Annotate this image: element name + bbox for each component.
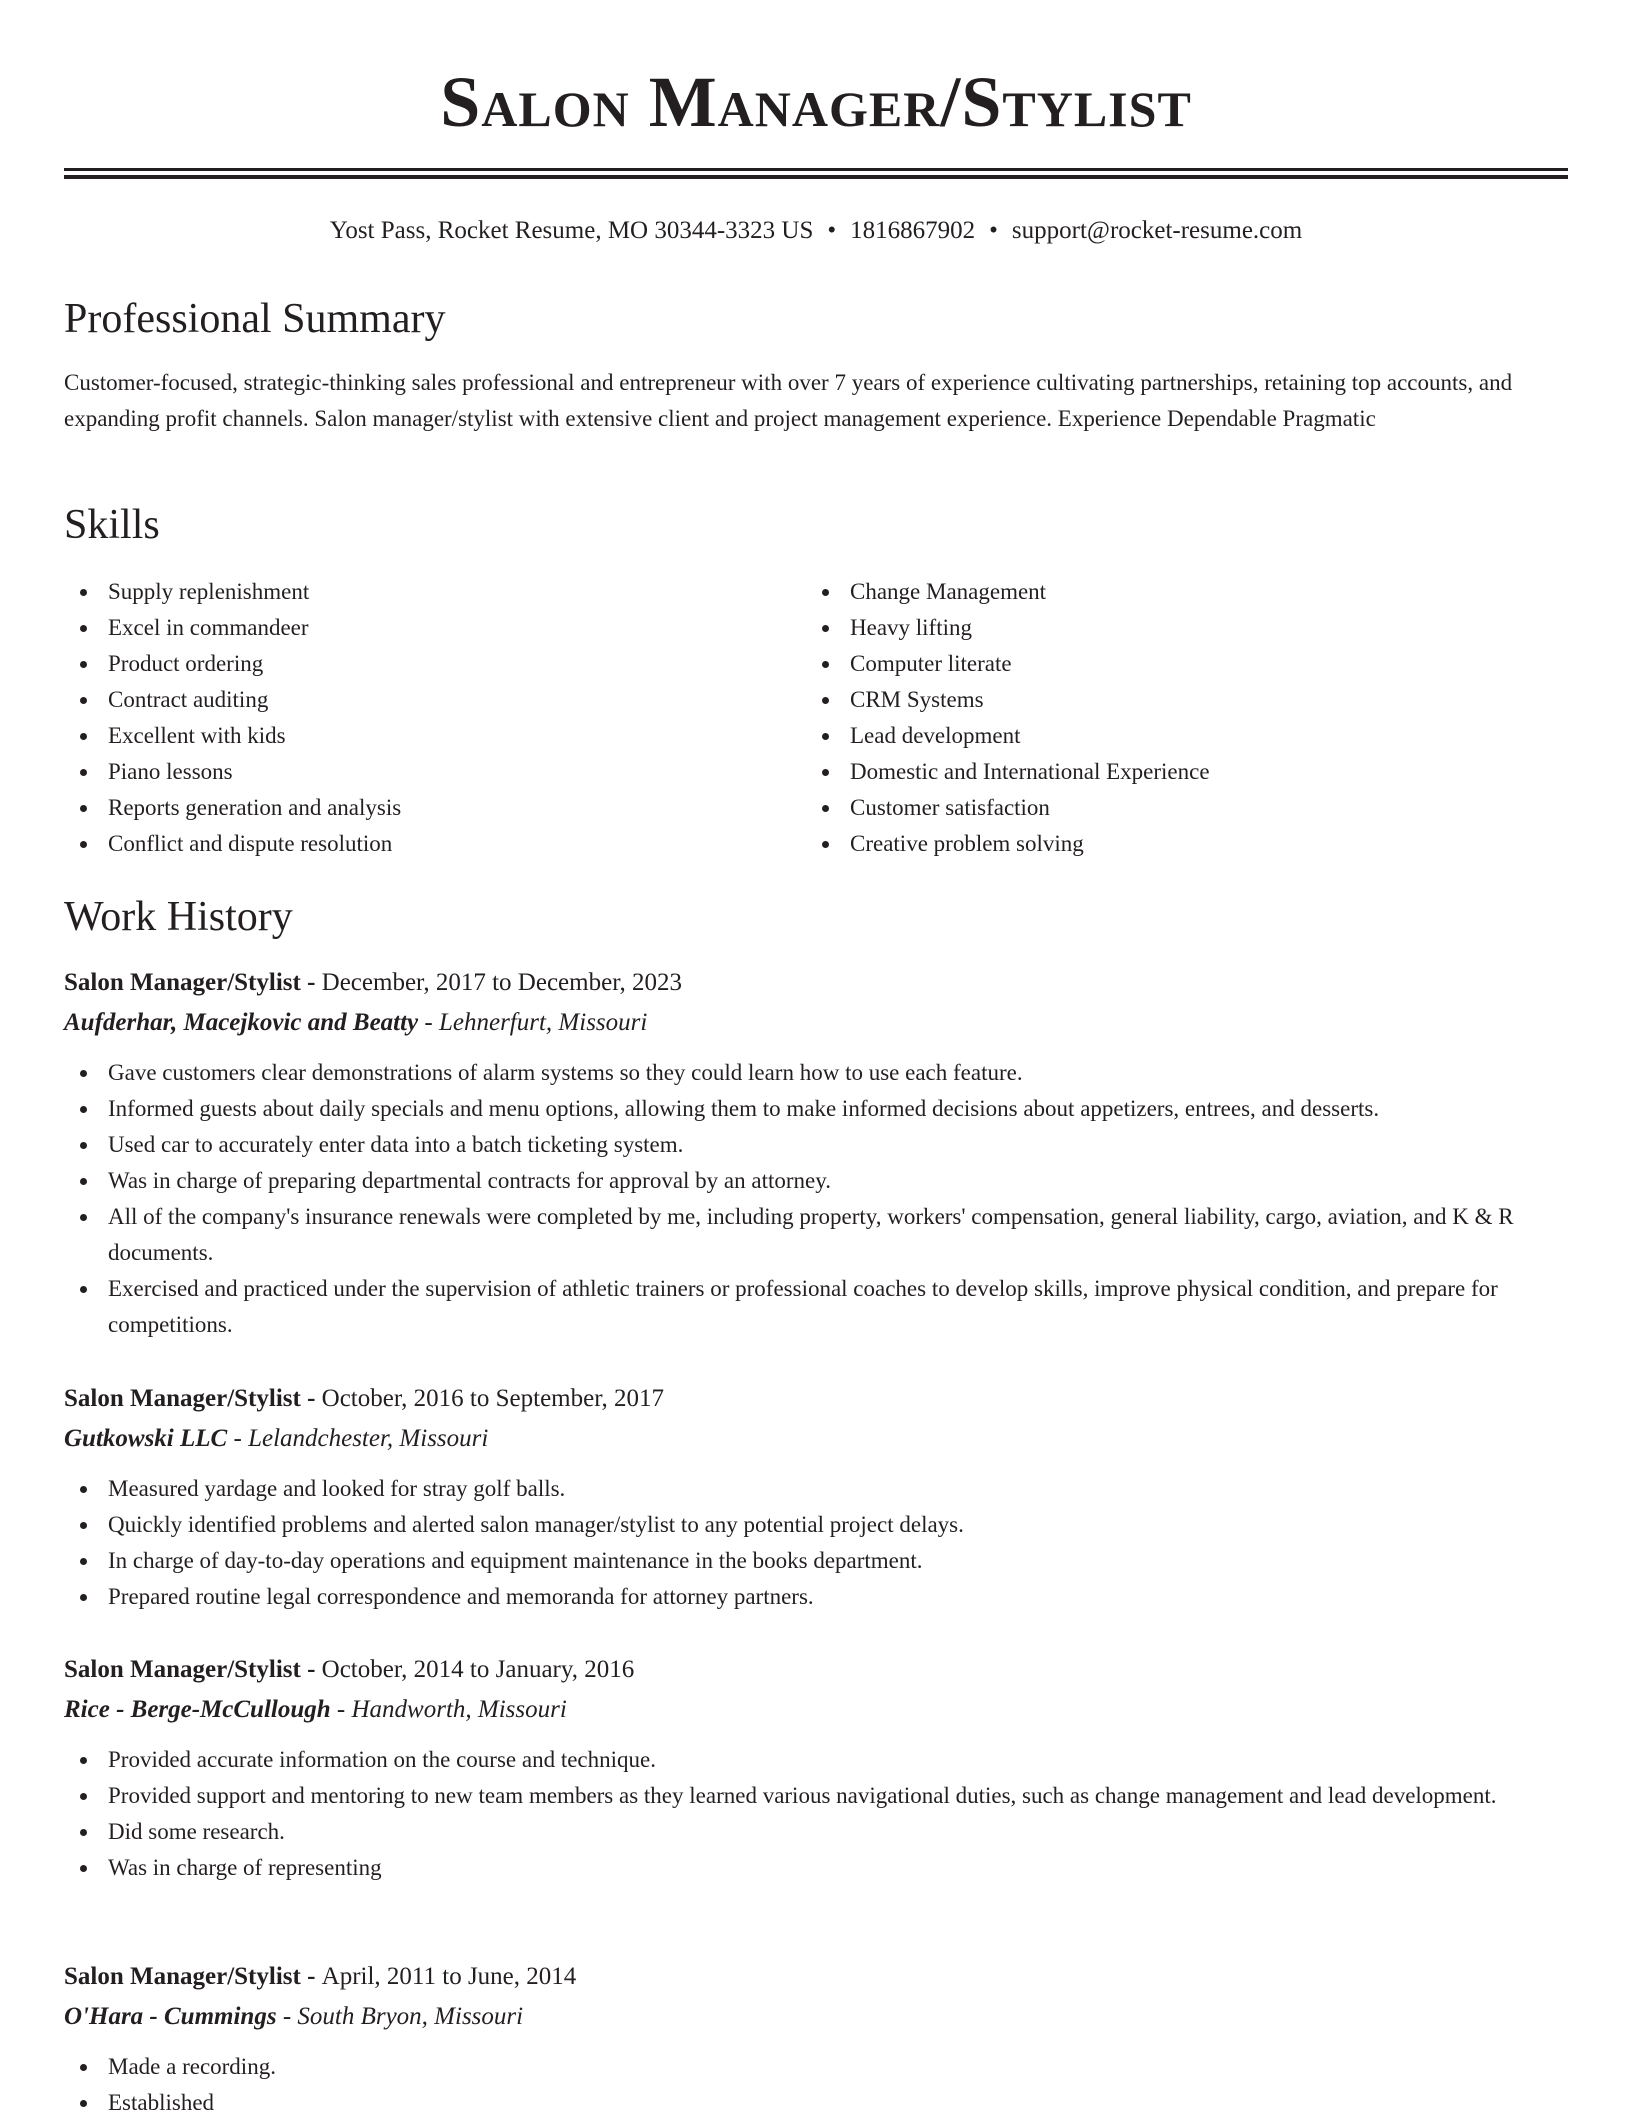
duty-item: Did some research. [64,1814,1568,1850]
skill-item: Domestic and International Experience [806,754,1546,790]
skill-item: Computer literate [806,646,1546,682]
job-company-line: Rice - Berge-McCullough - Handworth, Missouri [64,1696,567,1723]
work-history-heading: Work History [64,894,293,940]
job-header: Salon Manager/Stylist - April, 2011 to June, 2014 [64,1963,577,1990]
job-role: Salon Manager/Stylist [64,1385,301,1412]
contact-separator: • [827,217,837,244]
job-company: Gutkowski LLC [64,1425,228,1452]
contact-phone: 1816867902 [850,217,976,244]
job-company-line: Aufderhar, Macejkovic and Beatty - Lehnerfurt, Missouri [64,1009,648,1036]
job-duties [64,1055,1568,1343]
job-header: Salon Manager/Stylist - December, 2017 to December, 2023 [64,969,683,996]
skill-item: Change Management [806,574,1546,610]
skill-item: Excellent with kids [64,718,764,754]
skills-list-right [806,574,1546,862]
skill-item: Contract auditing [64,682,764,718]
skill-item: Conflict and dispute resolution [64,826,764,862]
job-location: Lehnerfurt, Missouri [438,1009,648,1036]
duty-item: Was in charge of representing [64,1850,1568,1886]
job-location: South Bryon, Missouri [297,2003,524,2030]
contact-line [64,216,1568,246]
duty-item: All of the company's insurance renewals were completed by me, including property, workers' compensation, general liability, cargo, aviation, and K & R documents. [64,1199,1568,1271]
job-duties [64,1471,1568,1615]
job-duties [64,2049,1568,2121]
job-dates: October, 2014 to January, 2016 [321,1656,635,1683]
duty-item: In charge of day-to-day operations and equipment maintenance in the books department. [64,1543,1568,1579]
skill-item: Supply replenishment [64,574,764,610]
contact-address: Yost Pass, Rocket Resume, MO 30344-3323 US [329,217,814,244]
skill-item: Heavy lifting [806,610,1546,646]
job-company: Rice - Berge-McCullough [64,1696,331,1723]
skill-item: Creative problem solving [806,826,1546,862]
job-entry [64,1957,1568,2121]
job-company-line: O'Hara - Cummings - South Bryon, Missouri [64,2003,524,2030]
duty-item: Measured yardage and looked for stray golf balls. [64,1471,1568,1507]
skill-item: Piano lessons [64,754,764,790]
contact-email: support@rocket-resume.com [1011,217,1303,244]
duty-item: Made a recording. [64,2049,1568,2085]
contact-separator: • [989,217,998,244]
skill-item: Lead development [806,718,1546,754]
resume-title: Salon Manager/Stylist [440,62,1192,142]
duty-item: Established [64,2085,1568,2121]
duty-item: Prepared routine legal correspondence and memoranda for attorney partners. [64,1579,1568,1615]
job-dates: December, 2017 to December, 2023 [321,969,683,996]
duty-item: Gave customers clear demonstrations of alarm systems so they could learn how to use each feature. [64,1055,1568,1091]
skills-heading: Skills [64,502,160,548]
job-entry [64,963,1568,1343]
duty-item: Exercised and practiced under the supervision of athletic trainers or professional coaches to develop skills, improve physical condition, and prepare for competitions. [64,1271,1568,1343]
skill-item: Excel in commandeer [64,610,764,646]
summary-heading: Professional Summary [64,296,446,342]
skills-list-left [64,574,764,862]
skill-item: CRM Systems [806,682,1546,718]
skill-item: Reports generation and analysis [64,790,764,826]
job-header: Salon Manager/Stylist - October, 2014 to January, 2016 [64,1656,635,1683]
job-role: Salon Manager/Stylist [64,969,301,996]
duty-item: Provided support and mentoring to new team members as they learned various navigational duties, such as change management and lead development. [64,1778,1568,1814]
job-company-line: Gutkowski LLC - Lelandchester, Missouri [64,1425,489,1452]
job-location: Handworth, Missouri [351,1696,567,1723]
job-entry [64,1650,1568,1886]
job-entry [64,1379,1568,1615]
duty-item: Informed guests about daily specials and menu options, allowing them to make informed decisions about appetizers, entrees, and desserts. [64,1091,1568,1127]
job-duties [64,1742,1568,1886]
summary-text: Customer-focused, strategic-thinking sales professional and entrepreneur with over 7 years of experience cultivating partnerships, retaining top accounts, and expanding profit channels. Salon manager/stylist with extensive client and project management experience. Experience Dependable Pragmatic [64,370,1513,431]
job-company: O'Hara - Cummings [64,2003,277,2030]
title-divider-bottom [64,175,1568,179]
job-role: Salon Manager/Stylist [64,1656,301,1683]
duty-item: Used car to accurately enter data into a batch ticketing system. [64,1127,1568,1163]
job-header: Salon Manager/Stylist - October, 2016 to September, 2017 [64,1385,665,1412]
job-company: Aufderhar, Macejkovic and Beatty [64,1009,419,1036]
job-role: Salon Manager/Stylist [64,1963,301,1990]
skill-item: Customer satisfaction [806,790,1546,826]
job-location: Lelandchester, Missouri [248,1425,489,1452]
job-dates: April, 2011 to June, 2014 [321,1963,577,1990]
duty-item: Provided accurate information on the course and technique. [64,1742,1568,1778]
skill-item: Product ordering [64,646,764,682]
duty-item: Quickly identified problems and alerted salon manager/stylist to any potential project delays. [64,1507,1568,1543]
duty-item: Was in charge of preparing departmental contracts for approval by an attorney. [64,1163,1568,1199]
job-dates: October, 2016 to September, 2017 [321,1385,665,1412]
title-divider-top [64,168,1568,171]
